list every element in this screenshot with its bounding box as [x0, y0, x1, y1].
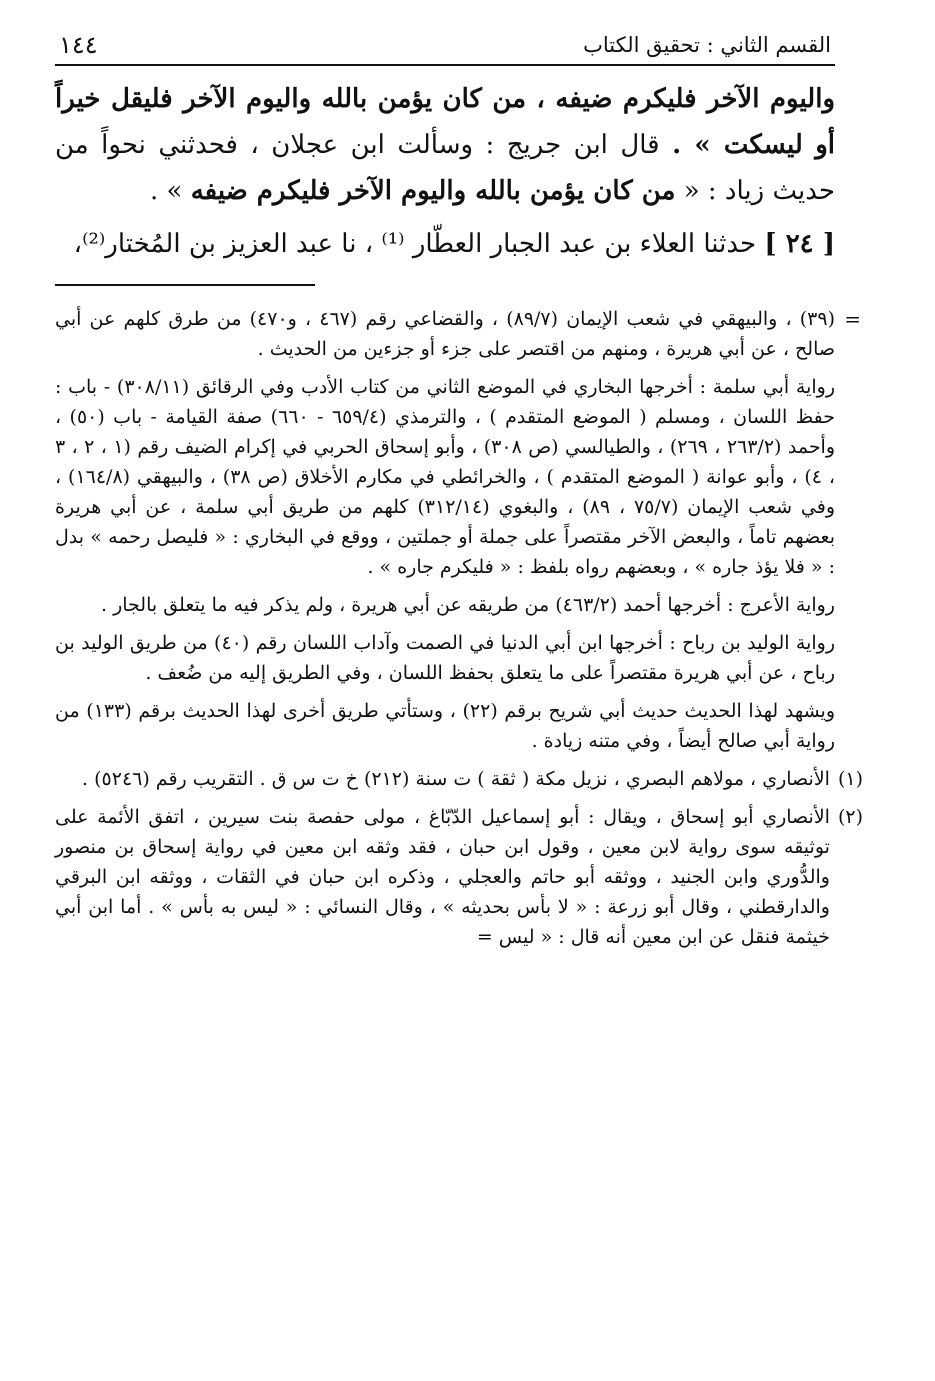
- main-line-2-rest: قال ابن جريج : وسألت ابن عجلان ، فحدثني نحواً من حديث: [55, 130, 835, 206]
- section-title: القسم الثاني : تحقيق الكتاب: [583, 33, 831, 57]
- footnote-1: [55, 764, 863, 794]
- main-line-2-bold: ليسكت » .: [672, 130, 803, 160]
- hadith-number: [ ٢٤ ]: [764, 229, 835, 259]
- footnote-para-2: رواية أبي سلمة : أخرجها البخاري في الموضع الثاني من كتاب الأدب وفي الرقائق (٣٠٨/١١) - باب : حفظ اللسان ، ومسلم ( الموضع المتقدم ) ، والترمذي (٦٥٩/٤ - ٦٦٠) صفة القيامة - باب (٥٠) ، وأحمد (٢٦٣/٢ ، ٢٦٩) ، والطيالسي (ص ٣٠٨) ، وأبو إسحاق الحربي في إكرام الضيف رقم (١ ، ٢ ، ٣ ، ٤) ، وأبو عوانة ( الموضع المتقدم ) ، والخرائطي في مكارم الأخلاق (ص ٣٨) ، والبيهقي (١٦٤/٨) ، وفي شعب الإيمان (٧٥/٧ ، ٨٩) ، والبغوي (٣١٢/١٤) كلهم من طريق أبي سلمة ، عن أبي هريرة بعضهم تاماً ، والبعض الآخر مقتصراً على جملة أو جملتين ، ووقع في البخاري : « فليصل رحمه » بدل : « فلا يؤذ جاره » ، وبعضهم رواه بلفظ : « فليكرم جاره » .: [55, 376, 836, 578]
- running-header: [55, 28, 835, 66]
- footnotes: [55, 304, 863, 952]
- footnote-1-number: (١): [837, 768, 863, 790]
- continuation-marker: =: [844, 307, 861, 331]
- footnote-continuation: [55, 304, 861, 364]
- main-line-3-end: » .: [150, 176, 191, 206]
- footnote-1-text: الأنصاري ، مولاهم البصري ، نزيل مكة ( ثقة ) ت سنة (٢١٢) خ ت س ق . التقريب رقم (٥٢٤٦) .: [82, 768, 830, 790]
- footnote-para-3: رواية الأعرج : أخرجها أحمد (٤٦٣/٢) من طريقه عن أبي هريرة ، ولم يذكر فيه ما يتعلق بالجار .: [101, 594, 835, 616]
- hadith-chain-text: حدثنا العلاء بن عبد الجبار العطّار ⁽¹⁾ ، نا عبد العزيز بن المُختار⁽²⁾،: [73, 229, 765, 259]
- main-line-1: واليوم الآخر فليكرم ضيفه ، من كان يؤمن بالله واليوم الآخر فليقل خيراً أو: [55, 84, 836, 160]
- footnote-2-number: (٢): [837, 806, 863, 828]
- hadith-heading: [55, 220, 835, 268]
- main-text-block: [55, 76, 835, 214]
- footnote-para-4: رواية الوليد بن رباح : أخرجها ابن أبي الدنيا في الصمت وآداب اللسان رقم (٤٠) من طريق الوليد بن رباح ، عن أبي هريرة مقتصراً على ما يتعلق بحفظ اللسان ، وفي الطريق إليه من ضُعف .: [55, 632, 835, 684]
- book-page: [55, 28, 863, 960]
- footnote-para-5: ويشهد لهذا الحديث حديث أبي شريح برقم (٢٢) ، وستأتي طريق أخرى لهذا الحديث برقم (١٣٣) من رواية أبي صالح أيضاً ، وفي متنه زيادة .: [55, 700, 836, 752]
- footnote-2: [55, 802, 863, 952]
- footnote-separator: [55, 284, 315, 286]
- footnote-para-1: (٣٩) ، والبيهقي في شعب الإيمان (٨٩/٧) ، والقضاعي رقم (٤٦٧ ، و٤٧٠) من طرق كلهم عن أبي صالح ، عن أبي هريرة ، ومنهم من اقتصر على جزء أو جزءين من الحديث .: [55, 308, 835, 360]
- page-number: ١٤٤: [59, 31, 98, 59]
- main-line-3-bold: من كان يؤمن بالله واليوم الآخر فليكرم ضيفه: [190, 176, 676, 206]
- main-line-3-start: زياد : «: [675, 176, 765, 206]
- footnote-2-text: الأنصاري أبو إسحاق ، ويقال : أبو إسماعيل الدّبّاغ ، مولى حفصة بنت سيرين ، اتفق الأئمة على توثيقه سوى رواية لابن معين ، وقول ابن حبان ، فقد وثقه ابن معين في رواية إسحاق بن منصور والدُّوري وابن الجنيد ، ووثقه أبو حاتم والعجلي ، وذكره ابن حبان في الثقات ، ووثقه ابن البرقي والدارقطني ، وقال أبو زرعة : « لا بأس بحديثه » ، وقال النسائي : « ليس به بأس » . أما ابن أبي خيثمة فنقل عن ابن معين أنه قال : « ليس =: [55, 806, 830, 948]
